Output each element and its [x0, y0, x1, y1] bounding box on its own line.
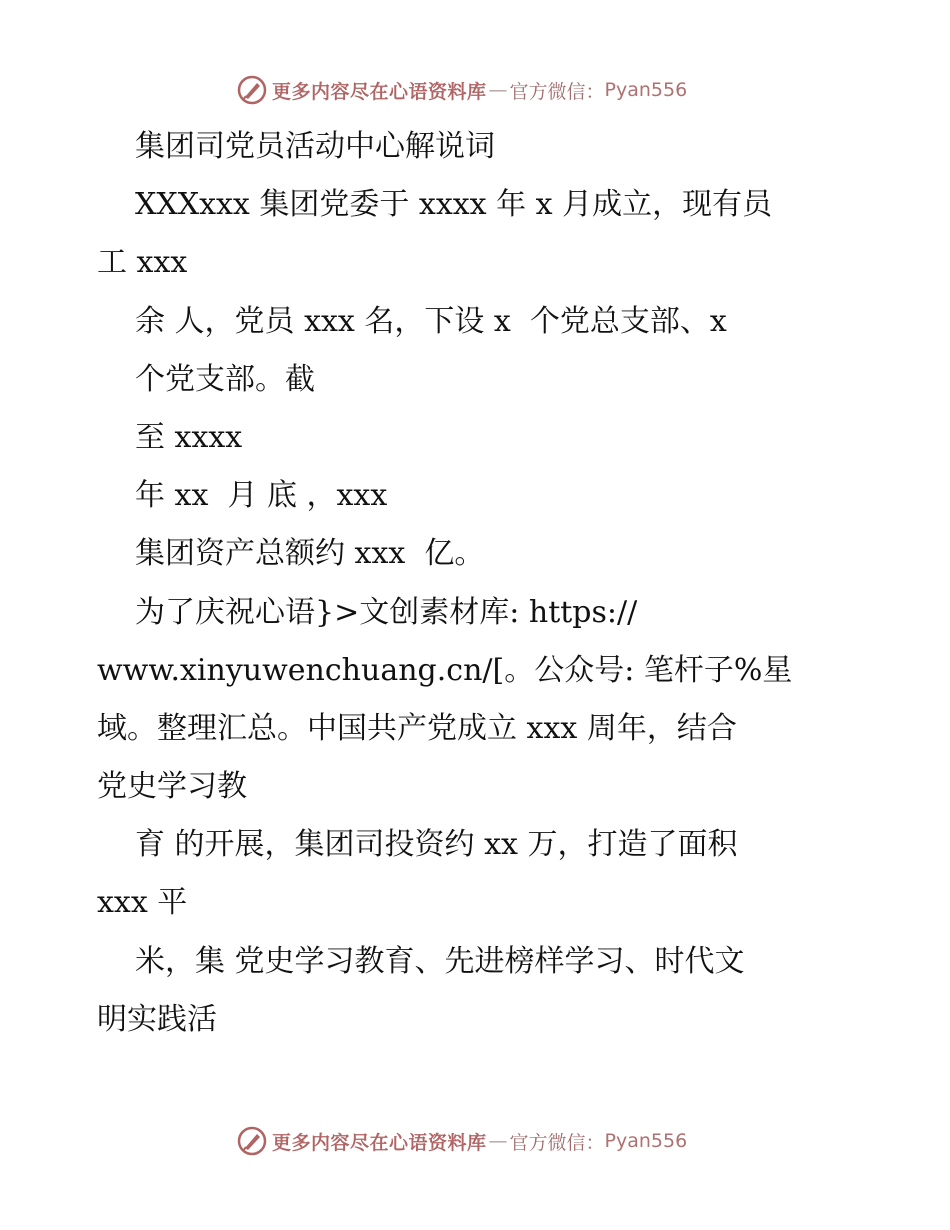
doc-line: 育 的开展，集团司投资约 xx 万，打造了面积	[135, 827, 738, 863]
doc-title: 集团司党员活动中心解说词	[135, 129, 495, 164]
footer-brand-text: 更多内容尽在心语资料库	[272, 1131, 487, 1154]
doc-line: 域。整理汇总。中国共产党成立 xxx 周年，结合	[97, 710, 737, 746]
doc-line: www.xinyuwenchuang.cn/[。公众号: 笔杆子%星	[97, 652, 793, 688]
quill-pen-logo-icon	[236, 74, 268, 106]
doc-line: 个党支部。截	[135, 361, 315, 397]
doc-line: xxx 平	[97, 885, 188, 921]
doc-line: 余 人，党员 xxx 名，下设 x 个党总支部、x	[135, 303, 727, 339]
doc-line: 为了庆祝心语}>文创素材库: https://	[135, 594, 638, 630]
header-wechat-id: Pyan556	[604, 79, 688, 101]
quill-pen-logo-icon	[236, 1125, 268, 1157]
doc-line: 米，集 党史学习教育、先进榜样学习、时代文	[135, 943, 745, 979]
doc-line: XXXxxx 集团党委于 xxxx 年 x 月成立，现有员	[135, 187, 773, 223]
footer-dash: —	[488, 1130, 508, 1152]
doc-line: 集团资产总额约 xxx 亿。	[135, 536, 485, 572]
doc-line: 党史学习教	[97, 769, 247, 805]
header-wechat-label: 官方微信：	[509, 80, 605, 103]
header-brand-text: 更多内容尽在心语资料库	[272, 80, 487, 103]
footer-wechat-id: Pyan556	[604, 1130, 688, 1152]
doc-line: 年 xx 月 底 ，xxx	[135, 478, 388, 514]
footer-wechat-label: 官方微信：	[509, 1131, 605, 1154]
header-dash: —	[488, 79, 508, 101]
doc-line: 至 xxxx	[135, 419, 243, 455]
doc-line: 工 xxx	[97, 245, 188, 281]
header-banner	[236, 73, 687, 107]
document-body	[97, 118, 867, 1049]
doc-line: 明实践活	[97, 1001, 217, 1037]
footer-banner	[236, 1124, 687, 1158]
